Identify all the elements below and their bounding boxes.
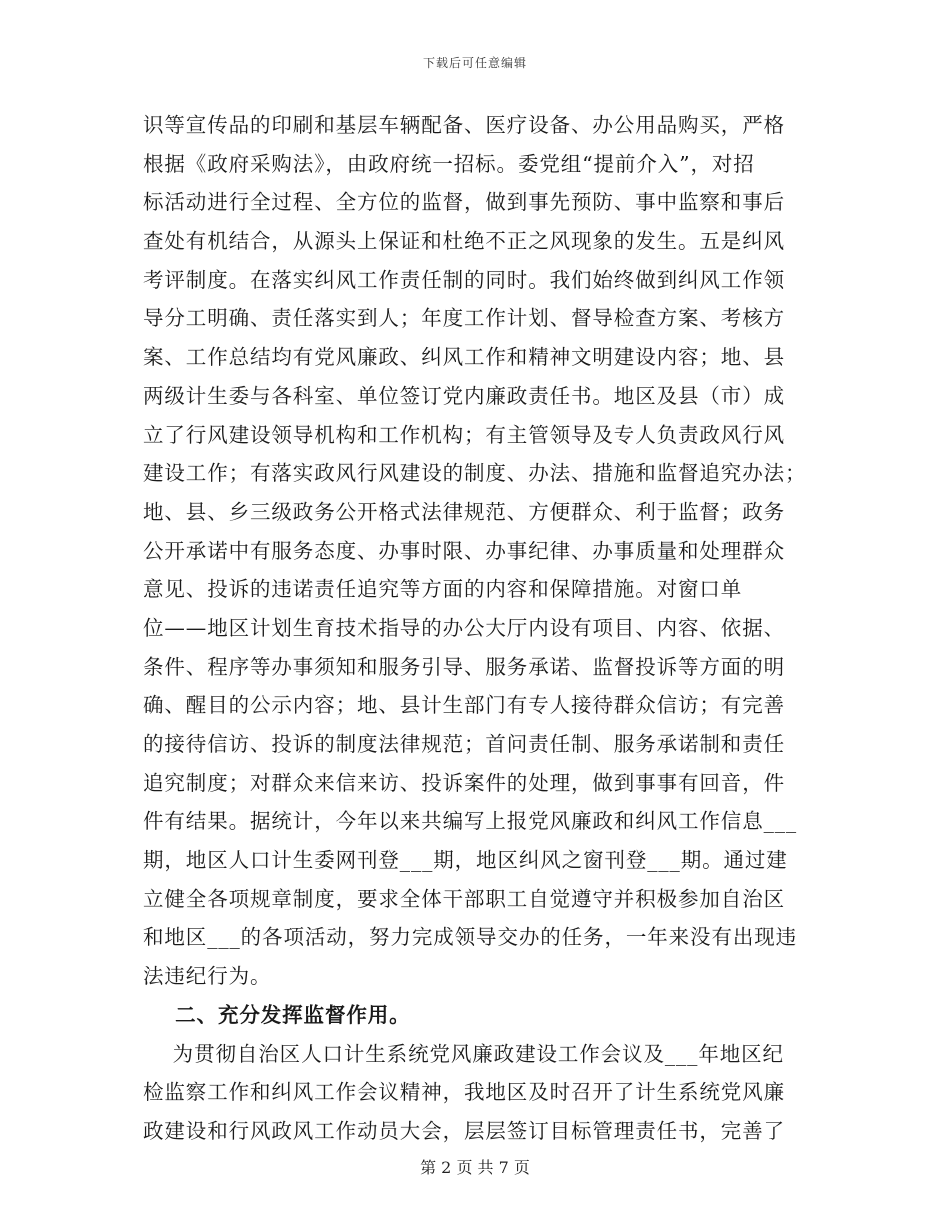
text-line: 的接待信访、投诉的制度法律规范；首问责任制、服务承诺制和责任	[143, 732, 785, 756]
text-line: 查处有机结合，从源头上保证和杜绝不正之风现象的发生。五是纠风	[143, 229, 785, 254]
text-line: 政建设和行风政风工作动员大会，层层签订目标管理责任书，完善了	[143, 1118, 785, 1143]
text-line: 件有结果。据统计，今年以来共编写上报党风廉政和纠风工作信息___	[143, 809, 798, 834]
text-line: 两级计生委与各科室、单位签订党内廉政责任书。地区及县（市）成	[143, 383, 785, 408]
page-header: 下载后可任意编辑	[422, 56, 527, 70]
document-body	[143, 106, 811, 1151]
text-line: 公开承诺中有服务态度、办事时限、办事纪律、办事质量和处理群众	[143, 538, 785, 563]
text-line: 立了行风建设领导机构和工作机构；有主管领导及专人负责政风行风	[143, 422, 785, 447]
text-line: 意见、投诉的违诺责任追究等方面的内容和保障措施。对窗口单	[143, 577, 743, 602]
text-line: 建设工作；有落实政风行风建设的制度、办法、措施和监督追究办法；	[143, 461, 807, 486]
text-line: 识等宣传品的印刷和基层车辆配备、医疗设备、办公用品购买，严格	[143, 113, 785, 137]
section-heading: 二、充分发挥监督作用。	[143, 1002, 411, 1027]
text-line: 条件、程序等办事须知和服务引导、服务承诺、监督投诉等方面的明	[143, 654, 785, 679]
text-line: 地、县、乡三级政务公开格式法律规范、方便群众、利于监督；政务	[143, 499, 785, 524]
text-line: 为贯彻自治区人口计生系统党风廉政建设工作会议及___年地区纪	[143, 1041, 784, 1066]
text-line: 考评制度。在落实纠风工作责任制的同时。我们始终做到纠风工作领	[143, 267, 785, 292]
text-line: 导分工明确、责任落实到人；年度工作计划、督导检查方案、考核方	[143, 306, 785, 331]
text-line: 位——地区计划生育技术指导的办公大厅内设有项目、内容、依据、	[143, 615, 785, 640]
text-line: 和地区___的各项活动，努力完成领导交办的任务，一年来没有出现违	[143, 925, 798, 950]
text-line: 检监察工作和纠风工作会议精神，我地区及时召开了计生系统党风廉	[143, 1080, 785, 1105]
text-line: 根据《政府采购法》，由政府统一招标。委党组“提前介入”，对招	[143, 151, 755, 176]
text-line: 期，地区人口计生委网刊登___期，地区纠风之窗刊登___期。通过建	[143, 848, 788, 873]
page-number: 第 2 页 共 7 页	[420, 1158, 530, 1177]
text-line: 法违纪行为。	[143, 964, 272, 989]
text-line: 立健全各项规章制度，要求全体干部职工自觉遵守并积极参加自治区	[143, 886, 785, 911]
text-line: 案、工作总结均有党风廉政、纠风工作和精神文明建设内容；地、县	[143, 345, 785, 370]
text-line: 追究制度；对群众来信来访、投诉案件的处理，做到事事有回音，件	[143, 770, 785, 795]
text-line: 标活动进行全过程、全方位的监督，做到事先预防、事中监察和事后	[143, 190, 785, 215]
text-line: 确、醒目的公示内容；地、县计生部门有专人接待群众信访；有完善	[143, 693, 785, 718]
